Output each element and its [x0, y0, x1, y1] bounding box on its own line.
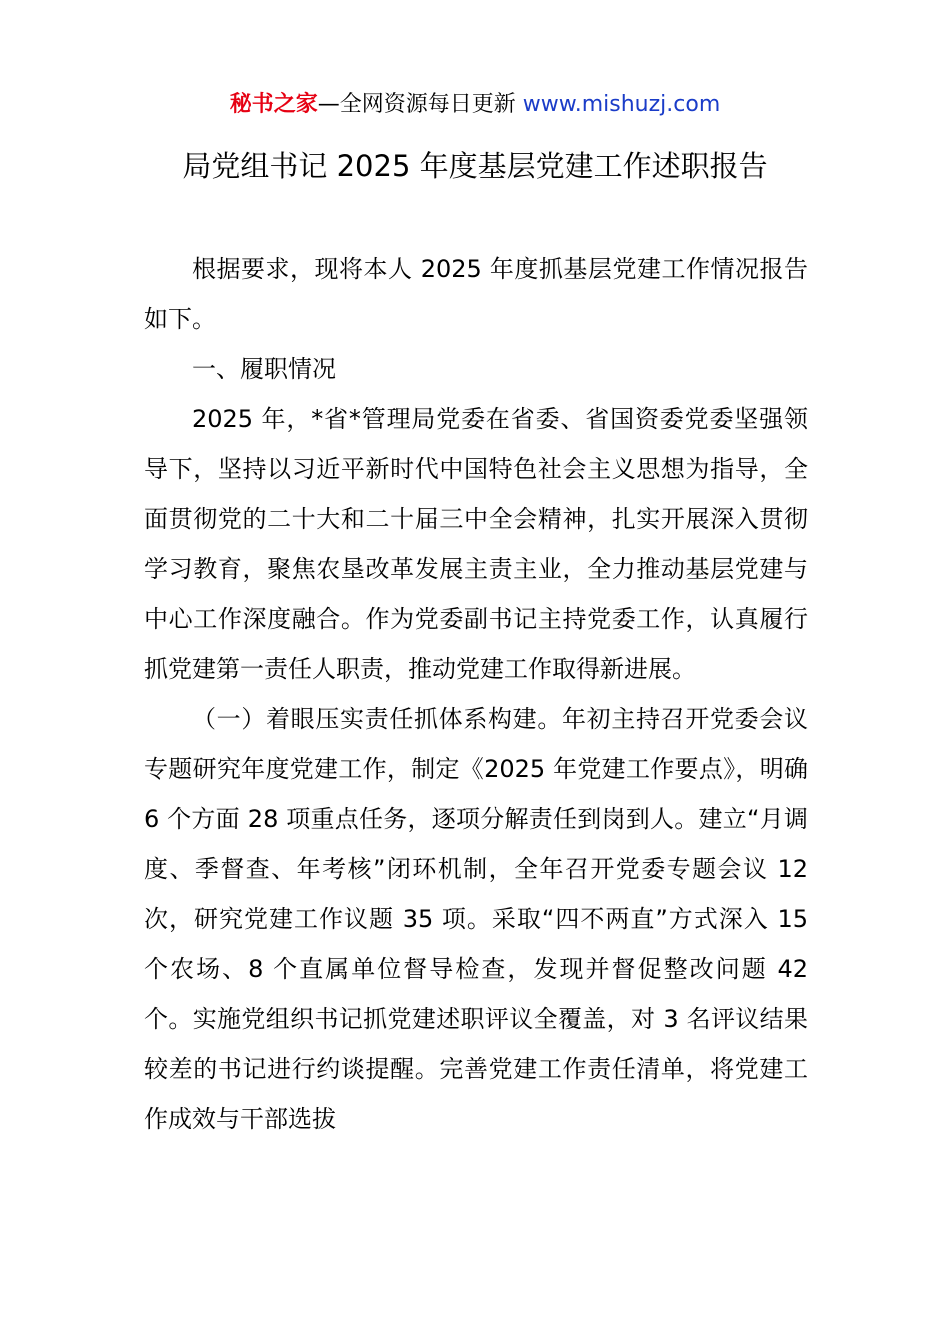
body-paragraph-2: （一）着眼压实责任抓体系构建。年初主持召开党委会议专题研究年度党建工作，制定《2025 年党建工作要点》，明确 6 个方面 28 项重点任务，逐项分解责任到岗到人。建立“月调度、季督查、年考核”闭环机制，全年召开党委专题会议 12 次，研究党建工作议题 35 项。采取“四不两直”方式深入 15 个农场、8 个直属单位督导检查，发现并督促整改问题 42 个。实施党组织书记抓党建述职评议全覆盖，对 3 名评议结果较差的书记进行约谈提醒。完善党建工作责任清单，将党建工作成效与干部选拔 — [144, 705, 808, 1133]
header-tagline: —全网资源每日更新 — [317, 92, 523, 117]
document-title: 局党组书记 2025 年度基层党建工作述职报告 — [182, 149, 768, 183]
site-url-link[interactable]: www.mishuzj.com — [522, 92, 721, 117]
site-header — [0, 88, 950, 122]
document-body — [144, 244, 808, 1144]
brand-name: 秘书之家 — [229, 92, 318, 117]
section-heading: 一、履职情况 — [192, 355, 336, 383]
body-paragraph-1: 2025 年，*省*管理局党委在省委、省国资委党委坚强领导下，坚持以习近平新时代中国特色社会主义思想为指导，全面贯彻党的二十大和二十届三中全会精神，扎实开展深入贯彻学习教育，聚焦农垦改革发展主责主业，全力推动基层党建与中心工作深度融合。作为党委副书记主持党委工作，认真履行抓党建第一责任人职责，推动党建工作取得新进展。 — [144, 405, 808, 683]
intro-paragraph: 根据要求，现将本人 2025 年度抓基层党建工作情况报告如下。 — [144, 255, 808, 333]
